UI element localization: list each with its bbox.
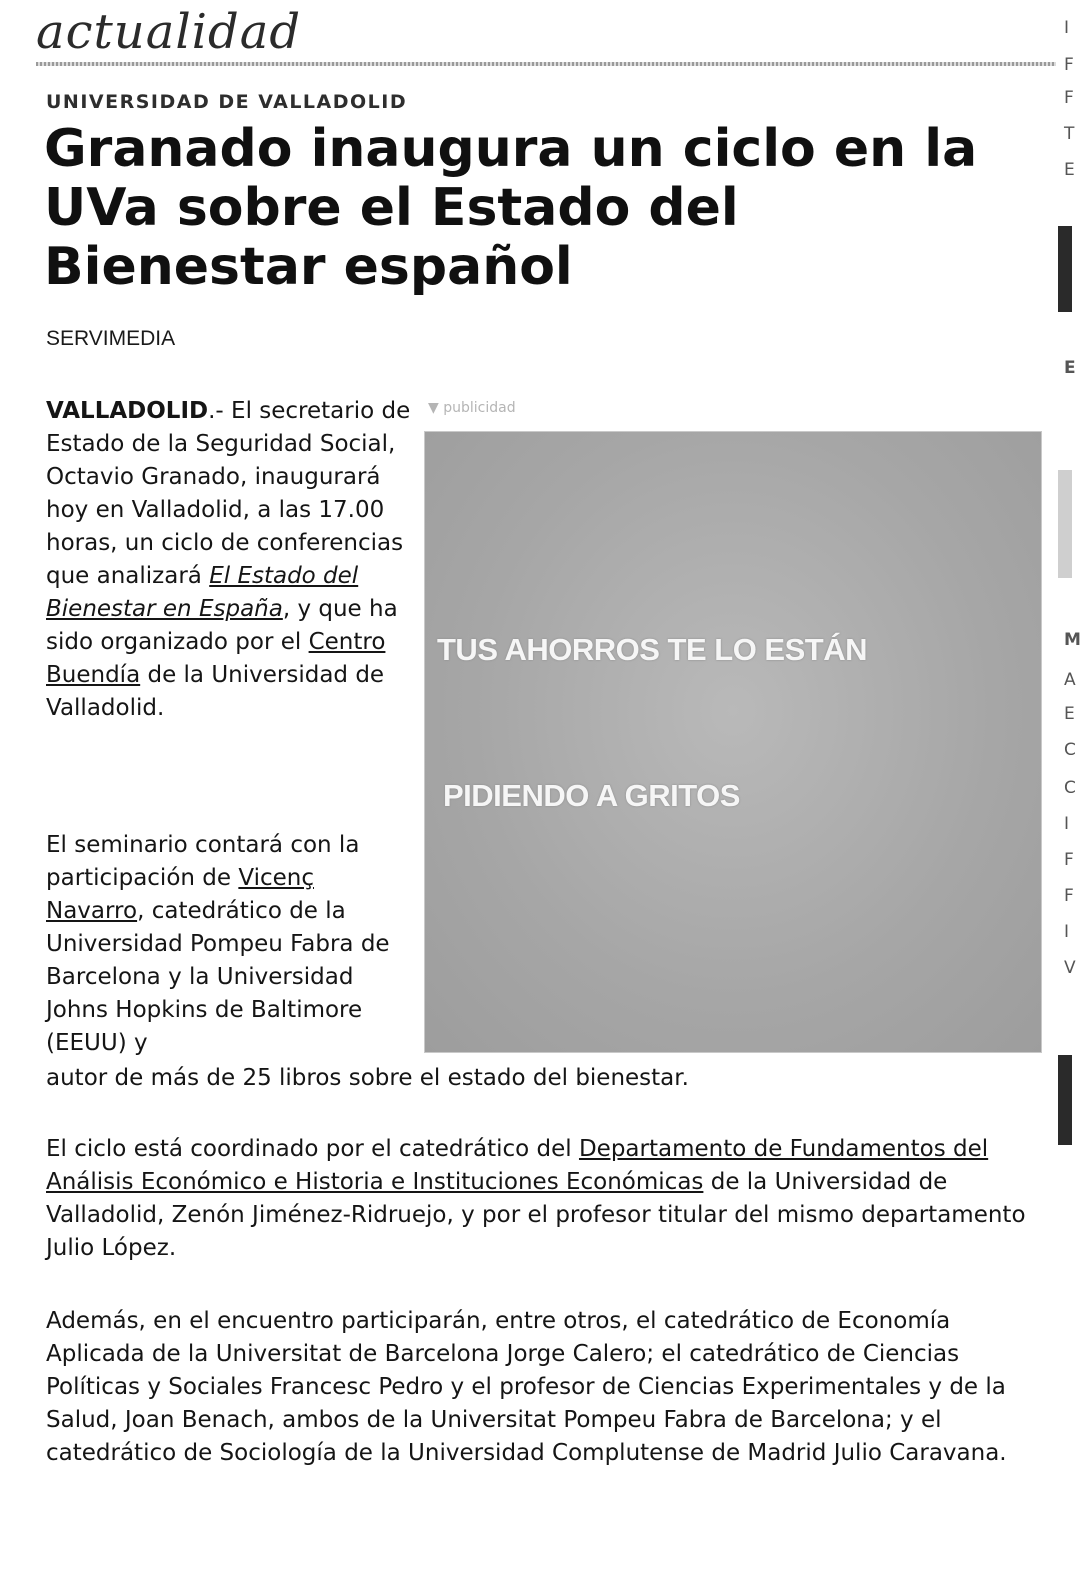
paragraph-1-text-a: .- El secretario de Estado de la Seguridad Social, Octavio Granado, inaugurará hoy en Valladolid, a las 17.00 horas, un ciclo de conferencias que analizará [46,398,411,589]
sidebar-cropped-char: I [1064,922,1070,942]
sidebar-cropped-char: C [1064,778,1076,798]
department-link[interactable]: Departamento de Fundamentos del Análisis Económico e Historia e Instituciones Económicas [46,1136,989,1195]
paragraph-3-text-a: El ciclo está coordinado por el catedrático del [46,1136,579,1162]
article-source: SERVIMEDIA [46,327,176,350]
vicenc-navarro-link[interactable]: Vicenç Navarro [46,865,314,924]
dateline-place: VALLADOLID [46,398,209,424]
paragraph-1-text-b: , y que ha sido organizado por el [46,596,398,655]
paragraph-2-continued [46,1062,1036,1095]
paragraph-4-text: Además, en el encuentro participarán, entre otros, el catedrático de Economía Aplicada de la Universitat de Barcelona Jorge Calero; el catedrático de Ciencias Políticas y Sociales Francesc Pedro y el profesor de Ciencias Experimentales y de la Salud, Joan Benach, ambos de la Universitat Pompeu Fabra de Barcelona; y el catedrático de Sociología de la Universidad Complutense de Madrid Julio Caravana. [46,1308,1007,1466]
sidebar-cropped-char: E [1064,704,1075,724]
advertising-label: ▼ publicidad [428,400,516,416]
paragraph-3 [46,1133,1036,1265]
paragraph-1-text-c: de la Universidad de Valladolid. [46,662,385,721]
paragraph-2-text-b: , catedrático de la Universidad Pompeu Fabra de Barcelona y la Universidad Johns Hopkins de Baltimore (EEUU) y [46,898,390,1056]
sidebar-cropped-block-2 [1058,1055,1072,1145]
sidebar-cropped-char: V [1064,958,1076,978]
masthead-logo[interactable]: actualidad [36,4,302,60]
advertisement-banner[interactable] [424,431,1042,1053]
paragraph-3-text-b: de la Universidad de Valladolid, Zenón Jiménez-Ridruejo, y por el profesor titular del mismo departamento Julio López. [46,1169,1026,1261]
article-headline: Granado inaugura un ciclo en la UVa sobre el Estado del Bienestar español [44,119,978,297]
masthead-divider [36,62,1056,66]
sidebar-cropped-char: M [1064,630,1081,650]
paragraph-2-text-a: El seminario contará con la participación de [46,832,360,891]
paragraph-2-text-c: autor de más de 25 libros sobre el estado del bienestar. [46,1065,689,1091]
paragraph-2 [46,829,418,1060]
ad-headline-line-2: PIDIENDO A GRITOS [443,778,740,813]
sidebar-cropped-char: E [1064,160,1075,180]
ad-headline-line-1: TUS AHORROS TE LO ESTÁN [437,632,867,667]
sidebar-cropped-char: A [1064,670,1076,690]
paragraph-1 [46,395,418,725]
sidebar-cropped-char: T [1064,124,1075,144]
sidebar-cropped-char: I [1064,18,1070,38]
sidebar-cropped-block [1058,226,1072,312]
section-kicker[interactable]: UNIVERSIDAD DE VALLADOLID [46,91,408,113]
sidebar-cropped-char: C [1064,740,1076,760]
topic-link[interactable]: El Estado del Bienestar en España [46,563,359,622]
sidebar-cropped-char: E [1064,358,1076,378]
centro-buendia-link[interactable]: Centro Buendía [46,629,386,688]
sidebar-cropped-char: I [1064,814,1070,834]
sidebar-cropped-char: F [1064,886,1074,906]
sidebar-cropped-char: F [1064,88,1074,108]
sidebar-cropped-char: F [1064,850,1074,870]
sidebar-cropped-image [1058,470,1072,578]
paragraph-4 [46,1305,1036,1470]
sidebar-cropped-char: F [1064,55,1074,75]
